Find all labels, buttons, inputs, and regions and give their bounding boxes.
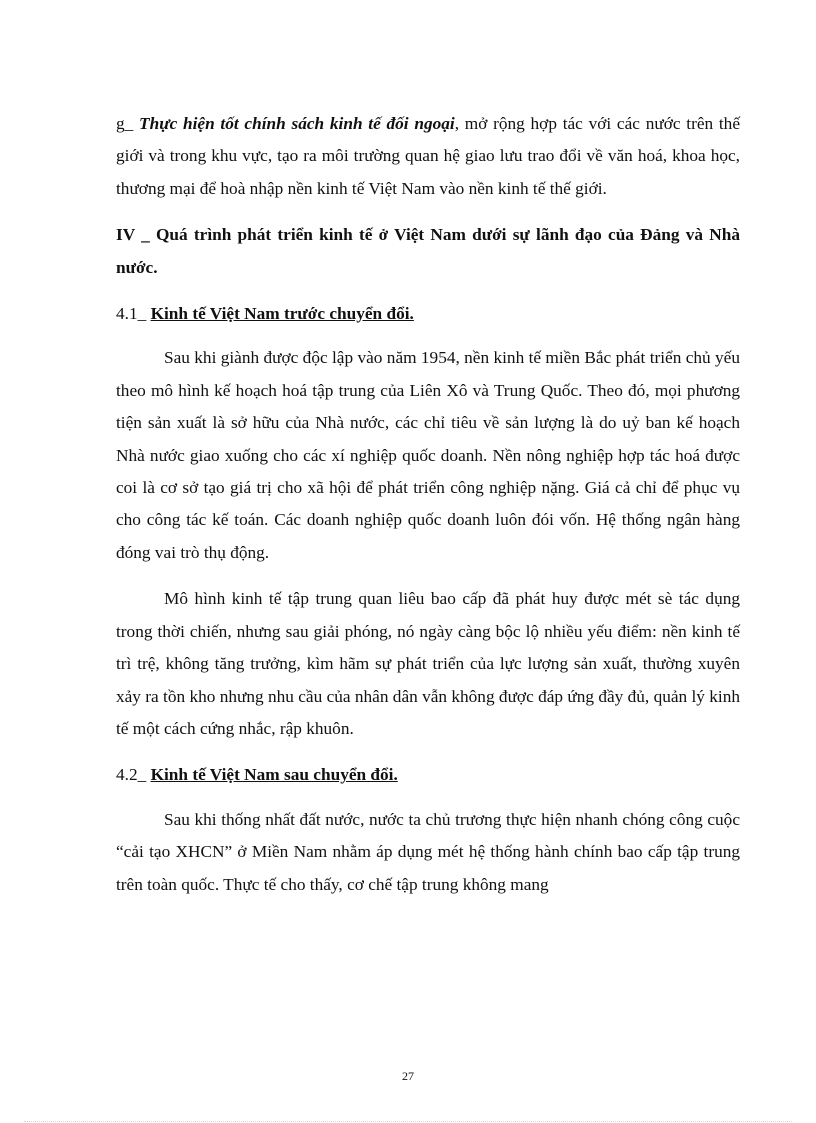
section-4-2-number: 4.2_ [116, 765, 151, 785]
page-bottom-divider [24, 1121, 792, 1122]
section-4-2-paragraph-1: Sau khi thống nhất đất nước, nước ta chủ trương thực hiện nhanh chóng công cuộc “cải tạo XHCN” ở Miền Nam nhằm áp dụng mét hệ thống hành chính bao cấp tập trung trên toàn quốc. Thực tế cho thấy, cơ chế tập trung không mang [116, 809, 740, 894]
document-page [116, 108, 740, 901]
page-number: 27 [402, 1069, 414, 1083]
section-4-1-paragraph-2: Mô hình kinh tế tập trung quan liêu bao cấp đã phát huy được mét sè tác dụng trong thời chiến, nhưng sau giải phóng, nó ngày càng bộc lộ nhiều yếu điểm: nền kinh tế trì trệ, không tăng trưởng, kìm hãm sự phát triển của lực lượng sản xuất, thường xuyên xảy ra tồn kho nhưng nhu cầu của nhân dân vẫn không được đáp ứng đầy đủ, quản lý kinh tế một cách cứng nhắc, rập khuôn. [116, 589, 740, 738]
section-4-2-title: Kinh tế Việt Nam sau chuyển đổi. [150, 765, 398, 785]
section-iv-heading: IV _ Quá trình phát triển kinh tế ở Việt Nam dưới sự lãnh đạo của Đảng và Nhà nước. [116, 225, 740, 277]
section-4-2-heading [116, 759, 740, 791]
paragraph-g-text: , mở rộng hợp tác với các nước trên thế giới và trong khu vực, tạo ra môi trường quan hệ giao lưu trao đổi về văn hoá, khoa học, thương mại để hoà nhập nền kinh tế Việt Nam vào nền kinh tế thế giới. [116, 114, 740, 198]
section-4-1-title: Kinh tế Việt Nam trước chuyển đổi. [150, 304, 414, 324]
paragraph-g-prefix: g_ [116, 114, 140, 133]
section-4-1-heading [116, 298, 740, 330]
section-4-1-paragraph-1: Sau khi giành được độc lập vào năm 1954, nền kinh tế miền Bắc phát triển chủ yếu theo mô hình kế hoạch hoá tập trung của Liên Xô và Trung Quốc. Theo đó, mọi phương tiện sản xuất là sở hữu của Nhà nước, các chỉ tiêu về sản lượng là do uỷ ban kế hoạch Nhà nước giao xuống cho các xí nghiệp quốc doanh. Nền nông nghiệp hợp tác hoá được coi là cơ sở tạo giá trị cho xã hội để phát triển công nghiệp nặng. Giá cả chỉ để phục vụ cho công tác kế toán. Các doanh nghiệp quốc doanh luôn đói vốn. Hệ thống ngân hàng đóng vai trò thụ động. [116, 348, 740, 562]
paragraph-g [116, 108, 740, 205]
section-4-1-number: 4.1_ [116, 304, 151, 324]
paragraph-g-emphasis: Thực hiện tốt chính sách kinh tế đối ngoại [139, 114, 455, 133]
